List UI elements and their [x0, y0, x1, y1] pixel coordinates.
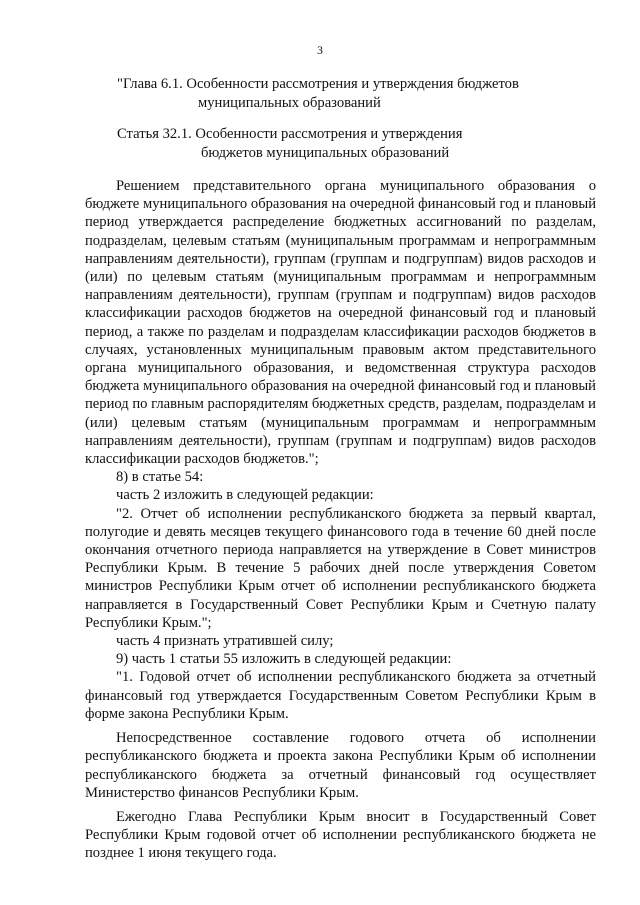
paragraph-budget-decision: Решением представительного органа муниципального образования о бюджете муниципального образования на очередной финансовый год и плановый период утверждается распределение бюджетных ассигнований по разделам, подразделам, целевым статьям (муниципальным программам и непрограммным направлениям деятельности), группам (группам и подгруппам) видов расходов и (или) по целевым статьям (муниципальным программам и непрограммным направлениям деятельности), группам (группам и подгруппам) видов расходов классификации расходов бюджетов на очередной финансовый год и плановый период, а также по разделам и подразделам классификации расходов бюджетов в случаях, установленных муниципальным правовым актом представительного органа муниципального образования, и ведомственная структура расходов бюджета муниципального образования на очередной финансовый год и плановый период по главным распорядителям бюджетных средств, разделам, подразделам и (или) целевым статьям (муниципальным программам и непрограммным направлениям деятельности), группам (группам и подгруппам) видов расходов классификации расходов бюджетов."; [85, 178, 596, 468]
article-title-line-2: бюджетов муниципальных образований [201, 145, 450, 161]
chapter-title [117, 75, 587, 113]
paragraph-item-8: 8) в статье 54: [116, 469, 204, 486]
paragraph-part-2-text: "2. Отчет об исполнении республиканского бюджета за первый квартал, полугодие и девять месяцев текущего финансового года в течение 60 дней после окончания отчетного периода направляется на утверждение в Совет министров Республики Крым. В течение 5 рабочих дней после утверждения Советом министров Республики Крым отчет об исполнении республиканского бюджета направляется в Государственный Совет Республики Крым и Счетную палату Республики Крым."; [85, 505, 596, 631]
paragraph-part-4-repeal: часть 4 признать утратившей силу; [116, 633, 334, 650]
chapter-title-line-1: "Глава 6.1. Особенности рассмотрения и утверждения бюджетов [117, 76, 519, 92]
paragraph-annual-report: "1. Годовой отчет об исполнении республиканского бюджета за отчетный финансовый год утверждается Государственным Советом Республики Крым в форме закона Республики Крым. [85, 669, 596, 722]
article-title-line-1: Статья 32.1. Особенности рассмотрения и утверждения [117, 126, 463, 142]
document-body [85, 177, 596, 863]
paragraph-item-9: 9) часть 1 статьи 55 изложить в следующей редакции: [116, 651, 452, 668]
page-number: 3 [317, 45, 323, 57]
paragraph-direct-preparation: Непосредственное составление годового отчета об исполнении республиканского бюджета и проекта закона Республики Крым об исполнении республиканского бюджета за отчетный финансовый год осуществляет Министерство финансов Республики Крым. [85, 730, 596, 801]
article-title [117, 125, 587, 163]
paragraph-part-2-instruction: часть 2 изложить в следующей редакции: [116, 487, 374, 504]
paragraph-annual-submission: Ежегодно Глава Республики Крым вносит в Государственный Совет Республики Крым годовой отчет об исполнении республиканского бюджета не позднее 1 июня текущего года. [85, 808, 596, 862]
chapter-title-line-2: муниципальных образований [198, 95, 381, 111]
